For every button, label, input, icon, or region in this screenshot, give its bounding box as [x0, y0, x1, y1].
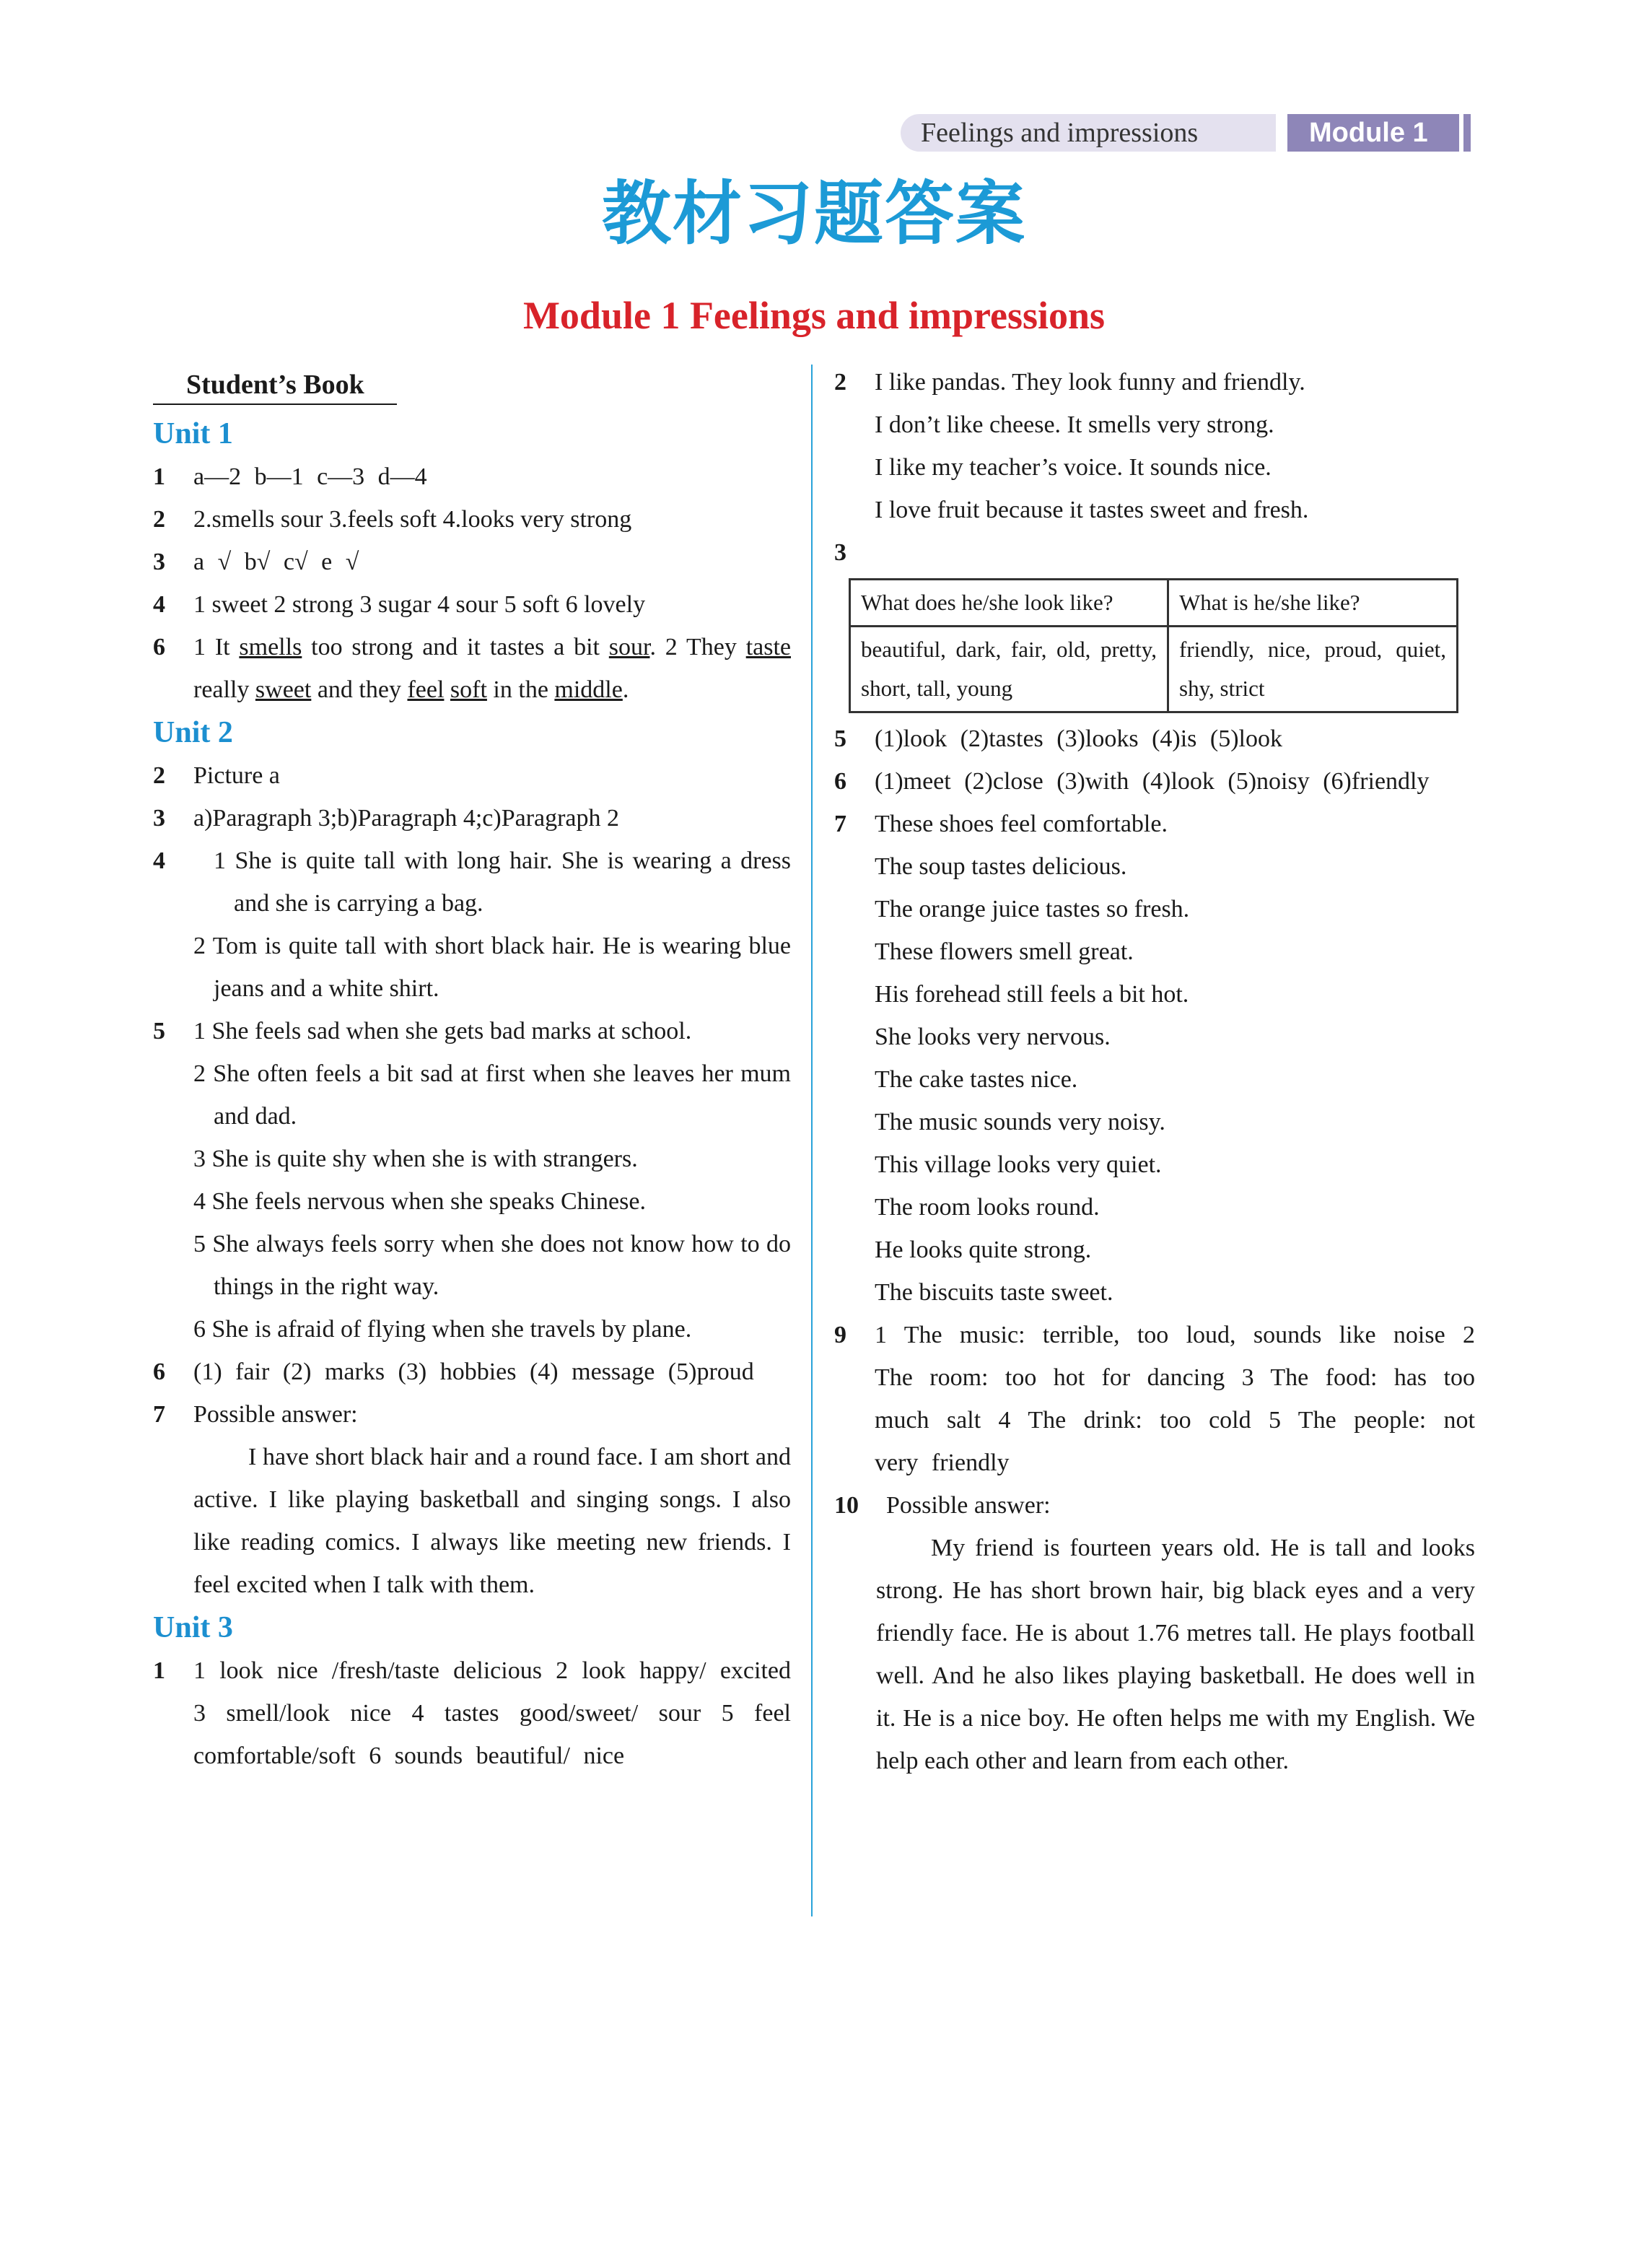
u1-q4 — [153, 583, 791, 626]
r-q2-line: I like my teacher’s voice. It sounds nice. — [875, 454, 1272, 481]
module-title: Module 1 Feelings and impressions — [522, 294, 1106, 337]
r-q10 — [834, 1484, 1475, 1782]
qnum: 3 — [153, 549, 165, 575]
u1-q1-text: a—2 b—1 c—3 d—4 — [193, 463, 427, 490]
t: and they — [311, 676, 408, 703]
qnum: 2 — [153, 506, 165, 533]
qnum: 1 — [153, 1657, 165, 1684]
students-book-heading: Student’s Book — [153, 365, 397, 405]
q3-table — [849, 578, 1458, 713]
r-q7-line: The orange juice tastes so fresh. — [875, 896, 1190, 923]
r-q7-line: These flowers smell great. — [875, 938, 1134, 965]
u2-q7-paragraph: I have short black hair and a round face. I am short and active. I like playing basketball and singing songs. I also like reading comics. I always like meeting new friends. I feel excited when I talk with them. — [193, 1444, 791, 1598]
u2-q5-2: 2 She often feels a bit sad at first when she leaves her mum and dad. — [193, 1060, 791, 1130]
t: feel — [407, 676, 445, 703]
t: middle — [554, 676, 623, 703]
u3-q1-text: 1 look nice /fresh/taste delicious 2 look happy/ excited 3 smell/look nice 4 tastes good/sweet/ sour 5 feel comfortable/soft 6 sounds beautiful/ nice — [193, 1657, 791, 1769]
u1-q2-text: 2.smells sour 3.feels soft 4.looks very strong — [193, 506, 632, 533]
page-title: 教材习题答案 — [602, 173, 1026, 254]
r-q9-text: 1 The music: terrible, too loud, sounds like noise 2 The room: too hot for dancing 3 The food: has too much salt 4 The drink: too cold 5 The people: not very friendly — [875, 1322, 1475, 1476]
u2-q7 — [153, 1393, 791, 1606]
r-q2-line: I don’t like cheese. It smells very strong. — [875, 411, 1274, 438]
qnum: 1 — [153, 463, 165, 490]
u2-q2-text: Picture a — [193, 762, 280, 789]
qnum: 7 — [153, 1401, 165, 1428]
qnum: 2 — [834, 369, 846, 396]
u2-q5-1: 1 She feels sad when she gets bad marks at school. — [193, 1018, 692, 1044]
u1-q3 — [153, 541, 791, 583]
t: in the — [486, 676, 555, 703]
unit-2-title: Unit 2 — [153, 716, 233, 749]
qnum: 6 — [153, 1358, 165, 1385]
qnum: 2 — [153, 762, 165, 789]
r-q5 — [834, 718, 1475, 760]
u2-q4-b: 2 Tom is quite tall with short black hair. He is wearing blue jeans and a white shirt. — [193, 933, 791, 1002]
r-q2-line: I love fruit because it tastes sweet and fresh. — [875, 497, 1309, 523]
header-chapter: Feelings and impressions — [921, 118, 1199, 148]
t: sweet — [255, 676, 312, 703]
table-header: What does he/she look like? — [850, 580, 1168, 627]
u1-q3-text: a √ b√ c√ e √ — [193, 549, 359, 575]
u2-q6 — [153, 1351, 791, 1393]
column-divider — [811, 365, 813, 1916]
unit-1-title: Unit 1 — [153, 417, 233, 450]
qnum: 6 — [153, 634, 165, 660]
u1-q4-text: 1 sweet 2 strong 3 sugar 4 sour 5 soft 6 lovely — [193, 591, 646, 618]
r-q7 — [834, 803, 1475, 1314]
r-q2-line: I like pandas. They look funny and friendly. — [875, 369, 1305, 396]
qnum: 9 — [834, 1322, 846, 1348]
t: sour — [608, 634, 650, 660]
r-q10-paragraph: My friend is fourteen years old. He is tall and looks strong. He has short brown hair, big black eyes and a very friendly face. He is about 1.76 metres tall. He plays football well. And he also likes playing basketball. He does well in it. He is a nice boy. He often helps me with my English. We help each other and learn from each other. — [876, 1535, 1475, 1774]
u2-q3-text: a)Paragraph 3;b)Paragraph 4;c)Paragraph 2 — [193, 805, 620, 832]
r-q7-line: The music sounds very noisy. — [875, 1109, 1165, 1135]
t: too strong and it tastes a bit — [302, 634, 609, 660]
qnum: 4 — [153, 847, 165, 874]
r-q7-line: The cake tastes nice. — [875, 1066, 1078, 1093]
qnum: 3 — [153, 805, 165, 832]
r-q7-line: This village looks very quiet. — [875, 1151, 1162, 1178]
u1-q6 — [153, 626, 791, 711]
u1-q1 — [153, 455, 791, 498]
r-q5-text: (1)look (2)tastes (3)looks (4)is (5)look — [875, 725, 1283, 752]
r-q3 — [834, 531, 1475, 574]
header-bar — [1463, 114, 1471, 152]
left-column — [153, 365, 791, 1777]
r-q7-line: He looks quite strong. — [875, 1237, 1092, 1263]
u2-q2 — [153, 754, 791, 797]
qnum: 4 — [153, 591, 165, 618]
u2-q4-a — [193, 839, 791, 925]
unit-3-title: Unit 3 — [153, 1611, 233, 1644]
t: . — [622, 676, 629, 703]
t: really — [193, 676, 255, 703]
t: soft — [450, 676, 487, 703]
u2-q5 — [153, 1010, 791, 1351]
u2-q5-6: 6 She is afraid of flying when she travels by plane. — [193, 1316, 692, 1343]
t: taste — [745, 634, 792, 660]
qnum: 5 — [153, 1018, 165, 1044]
u3-q1 — [153, 1649, 791, 1777]
qnum: 7 — [834, 811, 846, 837]
r-q2 — [834, 361, 1475, 531]
r-q10-text: Possible answer: — [886, 1492, 1051, 1519]
u2-q6-text: (1) fair (2) marks (3) hobbies (4) message (5)proud — [193, 1358, 754, 1385]
t: . 2 They — [649, 634, 737, 660]
u2-q5-3: 3 She is quite shy when she is with strangers. — [193, 1146, 638, 1172]
r-q7-line: His forehead still feels a bit hot. — [875, 981, 1189, 1008]
qnum: 10 — [834, 1492, 859, 1519]
t: 1 It — [193, 634, 240, 660]
r-q7-line: The room looks round. — [875, 1194, 1100, 1221]
u2-q5-5: 5 She always feels sorry when she does not know how to do things in the right way. — [193, 1231, 791, 1300]
qnum: 3 — [834, 539, 846, 566]
r-q6 — [834, 760, 1475, 803]
r-q7-line: These shoes feel comfortable. — [875, 811, 1168, 837]
right-column — [834, 361, 1475, 1782]
header-module: Module 1 — [1287, 114, 1459, 152]
r-q6-text: (1)meet (2)close (3)with (4)look (5)noisy (6)friendly — [875, 768, 1430, 795]
t — [444, 676, 450, 703]
table-cell: beautiful, dark, fair, old, pretty, short, tall, young — [850, 627, 1168, 712]
t: smells — [239, 634, 302, 660]
t: 1 She is quite tall with long hair. She is wearing a dress and she is carrying a bag. — [214, 847, 791, 917]
table-cell: friendly, nice, proud, quiet, shy, strict — [1168, 627, 1458, 712]
r-q9 — [834, 1314, 1475, 1484]
r-q7-line: The soup tastes delicious. — [875, 853, 1127, 880]
qnum: 6 — [834, 768, 846, 795]
r-q7-line: She looks very nervous. — [875, 1024, 1111, 1050]
qnum: 5 — [834, 725, 846, 752]
u2-q3 — [153, 797, 791, 839]
r-q7-line: The biscuits taste sweet. — [875, 1279, 1113, 1306]
u2-q7-text: Possible answer: — [193, 1401, 358, 1428]
u2-q4 — [153, 839, 791, 1010]
table-header: What is he/she like? — [1168, 580, 1458, 627]
u2-q5-4: 4 She feels nervous when she speaks Chinese. — [193, 1188, 646, 1215]
u1-q2 — [153, 498, 791, 541]
